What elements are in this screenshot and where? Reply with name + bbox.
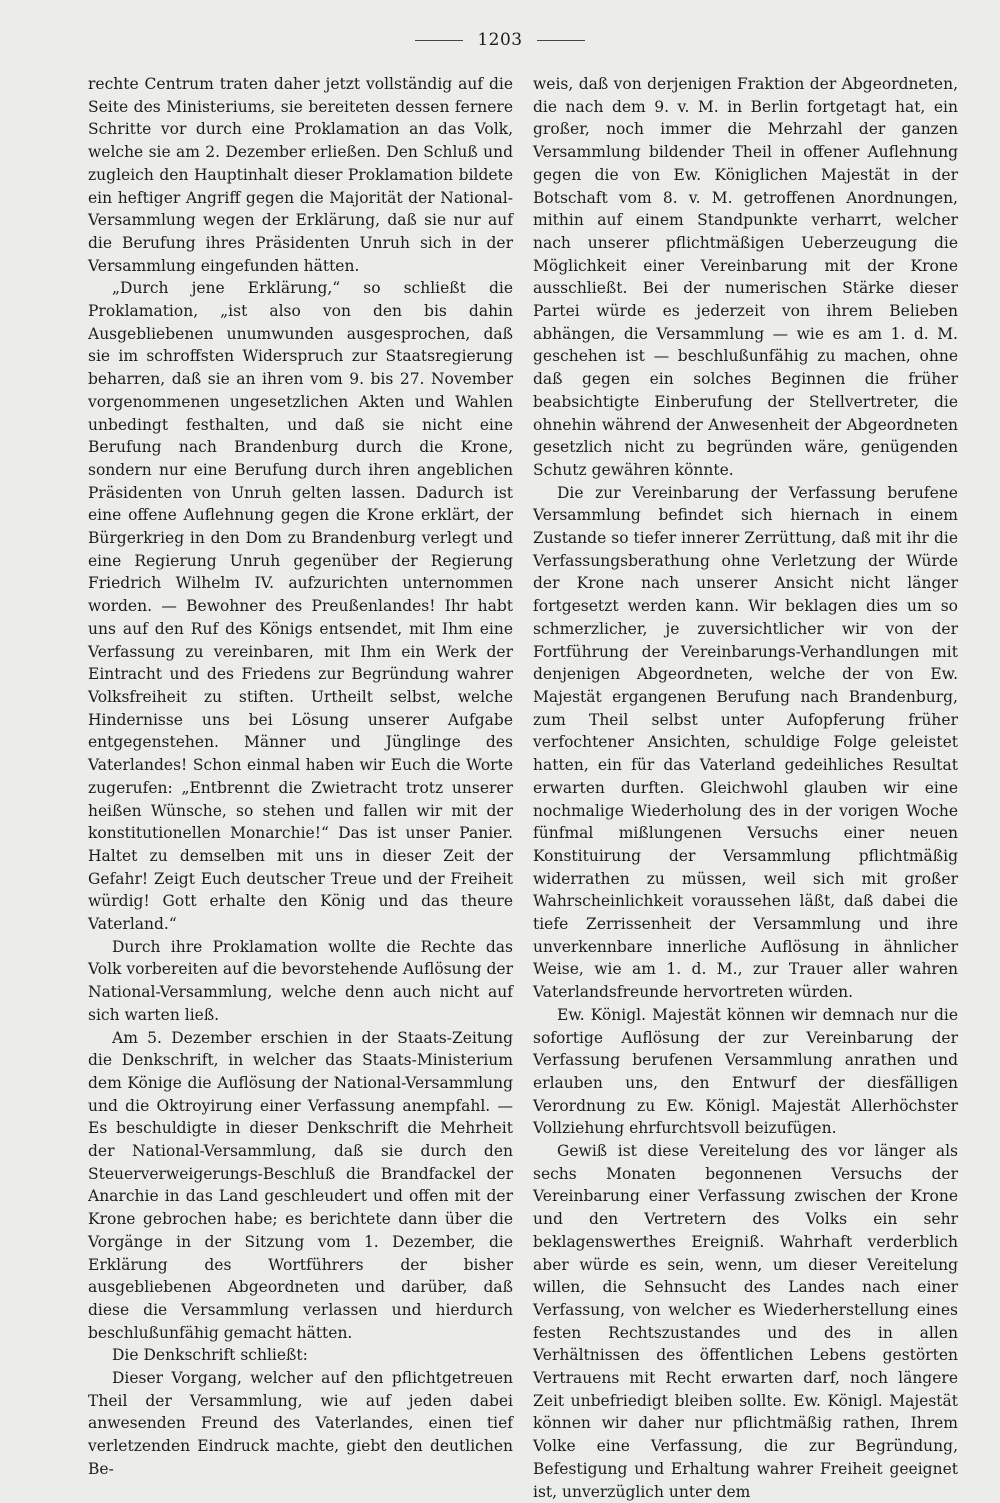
page-number: 1203 <box>477 30 523 50</box>
paragraph: „Durch jene Erklärung,“ so schließt die Proklamation, „ist also von den bis dahin Ausgebliebenen unumwunden ausgesprochen, daß sie im schroffsten Widerspruch zur Staatsregierung beharren, daß sie an ihren vom 9. bis 27. November vorgenommenen ungesetzlichen Akten und Wahlen unbedingt festhalten, und daß sie nicht eine Berufung nach Brandenburg durch die Krone, sondern nur eine Berufung durch ihren angeblichen Präsidenten von Unruh gelten lassen. Dadurch ist eine offene Auflehnung gegen die Krone erklärt, der Bürgerkrieg in den Dom zu Brandenburg verlegt und eine Regierung Unruh gegenüber der Regierung Friedrich Wilhelm IV. aufzurichten unternommen worden. — Bewohner des Preußenlandes! Ihr habt uns auf den Ruf des Königs entsendet, mit Ihm eine Verfassung zu vereinbaren, mit Ihm ein Werk der Eintracht und des Friedens zur Begründung wahrer Volksfreiheit zu stiften. Urtheilt selbst, welche Hindernisse uns bei Lösung unserer Aufgabe entgegenstehen. Männer und Jünglinge des Vaterlandes! Schon einmal haben wir Euch die Worte zugerufen: „Entbrennt die Zwietracht trotz unserer heißen Wünsche, so stehen und fallen wir mit der konstitutionellen Monarchie!“ Das ist unser Panier. Haltet zu demselben mit uns in dieser Zeit der Gefahr! Zeigt Euch deutscher Treue und der Freiheit würdig! Gott erhalte den König und das theure Vaterland.“ <box>88 279 513 934</box>
paragraph: rechte Centrum traten daher jetzt vollständig auf die Seite des Ministeriums, sie bereiteten dessen fernere Schritte vor durch eine Proklamation an das Volk, welche sie am 2. Dezember erließen. Den Schluß und zugleich den Hauptinhalt dieser Proklamation bildete ein heftiger Angriff gegen die Majorität der National-Versammlung wegen der Erklärung, daß sie nur auf die Berufung ihres Präsidenten Unruh sich in der Versammlung eingefunden hätten. <box>88 75 513 275</box>
right-column <box>533 73 958 1501</box>
paragraph: Ew. Königl. Majestät können wir demnach nur die sofortige Auflösung der zur Vereinbarung der Verfassung berufenen Versammlung anrathen und erlauben uns, den Entwurf der diesfälligen Verordnung zu Ew. Königl. Majestät Allerhöchster Vollziehung ehrfurchtsvoll beizufügen. <box>533 1005 958 1138</box>
paragraph: Dieser Vorgang, welcher auf den pflichtgetreuen Theil der Versammlung, wie auf jeden dabei anwesenden Freund des Vaterlandes, einen tief verletzenden Eindruck machte, giebt den deutlichen Be- <box>88 1369 513 1478</box>
page-header <box>0 30 1000 50</box>
paragraph: Die zur Vereinbarung der Verfassung berufene Versammlung befindet sich hiernach in einem Zustande so tiefer innerer Zerrüttung, daß mit ihr die Verfassungsberathung ohne Verletzung der Würde der Krone nach unserer Ansicht nicht länger fortgesetzt werden kann. Wir beklagen dies um so schmerzlicher, je zuversichtlicher wir von der Fortführung der Vereinbarungs-Verhandlungen mit denjenigen Abgeordneten, welche der von Ew. Majestät ergangenen Berufung nach Brandenburg, zum Theil selbst unter Aufopferung früher verfochtener Ansichten, schuldige Folge geleistet hatten, ein für das Vaterland gedeihliches Resultat erwarten durften. Gleichwohl glauben wir eine nochmalige Wiederholung des in der vorigen Woche fünfmal mißlungenen Versuchs einer neuen Konstituirung der Versammlung pflichtmäßig widerrathen zu müssen, weil sich mit großer Wahrscheinlichkeit voraussehen läßt, daß dabei die tiefe Zerrissenheit der Versammlung und ihre unverkennbare innerliche Auflösung in ähnlicher Weise, wie am 1. d. M., zur Trauer aller wahren Vaterlandsfreunde hervortreten würden. <box>533 483 958 1002</box>
paragraph: Am 5. Dezember erschien in der Staats-Zeitung die Denkschrift, in welcher das Staats-Ministerium dem Könige die Auflösung der National-Versammlung und die Oktroyirung einer Verfassung anempfahl. — Es beschuldigte in dieser Denkschrift die Mehrheit der National-Versammlung, daß sie durch den Steuerverweigerungs-Beschluß die Brandfackel der Anarchie in das Land geschleudert und offen mit der Krone gebrochen habe; es berichtete dann über die Vorgänge in der Sitzung vom 1. Dezember, die Erklärung des Wortführers der bisher ausgebliebenen Abgeordneten und darüber, daß diese die Versammlung verlassen und hierdurch beschlußunfähig gemacht hätten. <box>88 1028 513 1342</box>
paragraph: Durch ihre Proklamation wollte die Rechte das Volk vorbereiten auf die bevorstehende Auflösung der National-Versammlung, welche denn auch nicht auf sich warten ließ. <box>88 937 513 1024</box>
header-rule-left <box>415 40 463 41</box>
paragraph: Die Denkschrift schließt: <box>112 1346 308 1365</box>
left-column <box>88 73 513 1478</box>
paragraph: Gewiß ist diese Vereitelung des vor länger als sechs Monaten begonnenen Versuchs der Vereinbarung einer Verfassung zwischen der Krone und den Vertretern des Volks ein sehr beklagenswerthes Ereigniß. Wahrhaft verderblich aber würde es sein, wenn, um dieser Vereitelung willen, die Sehnsucht des Landes nach einer Verfassung, von welcher es Wiederherstellung eines festen Rechtszustandes und des in allen Verhältnissen des öffentlichen Lebens gestörten Vertrauens mit Recht erwarten darf, noch längere Zeit unbefriedigt bleiben sollte. Ew. Königl. Majestät können wir daher nur pflichtmäßig rathen, Ihrem Volke eine Verfassung, die zur Begründung, Befestigung und Erhaltung wahrer Freiheit geeignet ist, unverzüglich unter dem <box>533 1142 958 1501</box>
header-rule-right <box>537 40 585 41</box>
paragraph: weis, daß von derjenigen Fraktion der Abgeordneten, die nach dem 9. v. M. in Berlin fortgetagt hat, ein großer, noch immer die Mehrzahl der ganzen Versammlung bildender Theil in offener Auflehnung gegen die von Ew. Königlichen Majestät in der Botschaft vom 8. v. M. getroffenen Anordnungen, mithin auf einem Standpunkte verharrt, welcher nach unserer pflichtmäßigen Ueberzeugung die Möglichkeit einer Vereinbarung mit der Krone ausschließt. Bei der numerischen Stärke dieser Partei würde es jederzeit von ihrem Belieben abhängen, die Versammlung — wie es am 1. d. M. geschehen ist — beschlußunfähig zu machen, ohne daß gegen ein solches Beginnen die früher beabsichtigte Einberufung der Stellvertreter, die ohnehin während der Anwesenheit der Abgeordneten gesetzlich nicht zu begründen wäre, genügenden Schutz gewähren könnte. <box>533 75 958 479</box>
